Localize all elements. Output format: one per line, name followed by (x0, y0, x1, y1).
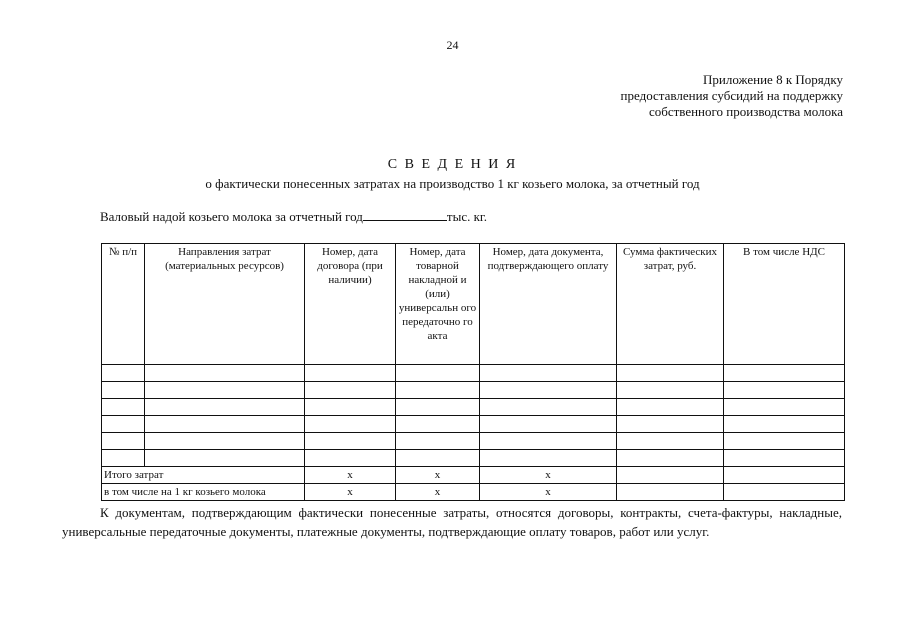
table-cell[interactable] (724, 399, 845, 416)
appendix-reference (621, 72, 843, 120)
table-row (102, 382, 845, 399)
table-cell[interactable] (102, 450, 145, 467)
table-cell[interactable] (724, 365, 845, 382)
table-cell[interactable] (102, 399, 145, 416)
table-cell[interactable] (305, 382, 396, 399)
table-cell[interactable] (305, 416, 396, 433)
col-header-payment-document: Номер, дата документа, подтверждающего оплату (480, 244, 617, 365)
per-kg-vat-cell[interactable] (724, 484, 845, 501)
per-kg-costs-row (102, 484, 845, 501)
table-cell[interactable] (617, 450, 724, 467)
table-cell[interactable] (724, 382, 845, 399)
per-kg-amount-cell[interactable] (617, 484, 724, 501)
table-cell[interactable] (145, 382, 305, 399)
table-cell[interactable] (480, 450, 617, 467)
table-cell[interactable] (102, 433, 145, 450)
milk-yield-unit: тыс. кг. (446, 209, 488, 224)
table-cell[interactable] (145, 365, 305, 382)
table-cell[interactable] (305, 450, 396, 467)
expenses-table (101, 243, 845, 501)
table-cell[interactable] (480, 399, 617, 416)
table-cell[interactable] (102, 382, 145, 399)
table-cell[interactable] (396, 433, 480, 450)
col-header-contract: Номер, дата договора (при наличии) (305, 244, 396, 365)
table-cell[interactable] (617, 399, 724, 416)
table-cell[interactable] (396, 365, 480, 382)
table-cell[interactable] (724, 416, 845, 433)
table-cell[interactable] (396, 416, 480, 433)
per-kg-costs-label: в том числе на 1 кг козьего молока (102, 484, 305, 501)
table-cell[interactable] (724, 433, 845, 450)
col-header-invoice: Номер, дата товарной накладной и (или) универсальн ого передаточно го акта (396, 244, 480, 365)
table-cell[interactable] (305, 433, 396, 450)
table-cell[interactable] (396, 382, 480, 399)
table-cell[interactable] (145, 416, 305, 433)
milk-yield-blank-field[interactable] (363, 210, 447, 221)
documents-note: К документам, подтверждающим фактически понесенные затраты, относятся договоры, контракты, счета-фактуры, накладные, универсальные передаточные документы, платежные документы, подтверждающие оплату товаров, работ или услуг. (62, 505, 842, 539)
milk-yield-line (100, 209, 487, 225)
col-header-cost-direction: Направления затрат (материальных ресурсов) (145, 244, 305, 365)
table-cell[interactable] (145, 399, 305, 416)
table-cell[interactable] (102, 416, 145, 433)
table-cell[interactable] (305, 399, 396, 416)
appendix-line-2: предоставления субсидий на поддержку (620, 88, 843, 103)
appendix-line-1: Приложение 8 к Порядку (703, 72, 843, 87)
total-costs-row (102, 467, 845, 484)
document-title: С В Е Д Е Н И Я (387, 157, 518, 172)
table-cell[interactable] (480, 382, 617, 399)
table-cell[interactable] (396, 450, 480, 467)
table-cell[interactable] (617, 382, 724, 399)
table-row (102, 399, 845, 416)
milk-yield-label: Валовый надой козьего молока за отчетный год (100, 209, 363, 224)
col-header-vat: В том числе НДС (724, 244, 845, 365)
total-costs-vat-cell[interactable] (724, 467, 845, 484)
table-cell[interactable] (145, 450, 305, 467)
table-cell[interactable] (145, 433, 305, 450)
table-cell[interactable] (617, 416, 724, 433)
table-cell[interactable] (617, 433, 724, 450)
appendix-line-3: собственного производства молока (648, 104, 843, 119)
document-subtitle: о фактически понесенных затратах на производство 1 кг козьего молока, за отчетный год (205, 176, 700, 191)
col-header-actual-costs: Сумма фактических затрат, руб. (617, 244, 724, 365)
table-cell[interactable] (396, 399, 480, 416)
table-cell[interactable] (305, 365, 396, 382)
table-cell[interactable] (724, 450, 845, 467)
table-cell[interactable] (480, 365, 617, 382)
table-cell[interactable] (480, 416, 617, 433)
page-number: 24 (446, 38, 459, 52)
total-costs-contract-cell: x (305, 467, 396, 484)
per-kg-payment-cell: x (480, 484, 617, 501)
per-kg-contract-cell: x (305, 484, 396, 501)
table-cell[interactable] (617, 365, 724, 382)
table-cell[interactable] (480, 433, 617, 450)
col-header-number: № п/п (102, 244, 145, 365)
table-cell[interactable] (102, 365, 145, 382)
total-costs-label: Итого затрат (102, 467, 305, 484)
table-header-row (102, 244, 845, 365)
per-kg-invoice-cell: x (396, 484, 480, 501)
total-costs-invoice-cell: x (396, 467, 480, 484)
table-row (102, 365, 845, 382)
table-row (102, 433, 845, 450)
table-row (102, 416, 845, 433)
total-costs-payment-cell: x (480, 467, 617, 484)
total-costs-amount-cell[interactable] (617, 467, 724, 484)
table-row (102, 450, 845, 467)
